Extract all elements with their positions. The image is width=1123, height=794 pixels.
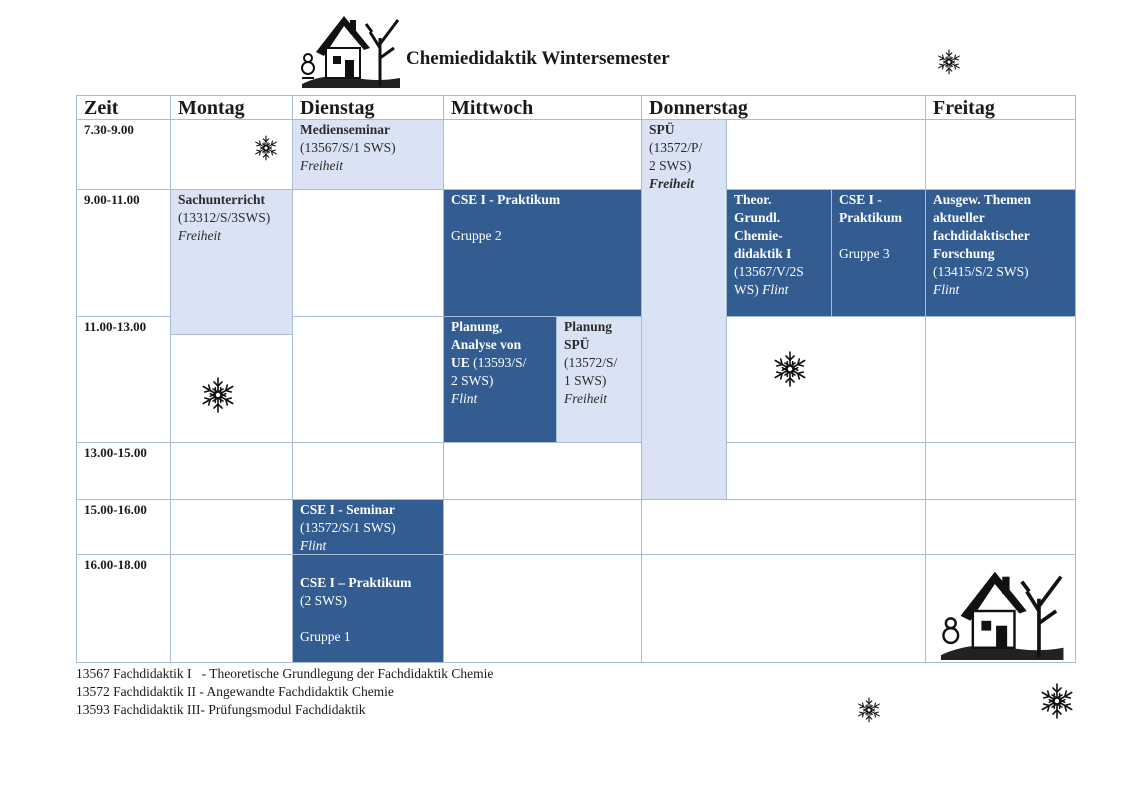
empty-cell — [926, 120, 1076, 190]
empty-cell — [444, 120, 642, 190]
column-header-mittwoch: Mittwoch — [444, 95, 642, 120]
course-text: Ausgew. Themen — [933, 192, 1032, 207]
empty-cell — [727, 443, 926, 500]
course-text: Flint — [300, 538, 327, 553]
course-text: Medienseminar — [300, 122, 390, 137]
course-text: (13593/S/ — [473, 355, 527, 370]
time-slot: 13.00-15.00 — [76, 443, 171, 500]
course-text: Chemie- — [734, 228, 783, 243]
empty-cell — [171, 555, 293, 663]
legend — [76, 665, 493, 719]
course-ausgewaehlte-themen — [926, 190, 1076, 317]
empty-cell — [171, 443, 293, 500]
empty-cell — [642, 500, 926, 555]
empty-cell — [926, 500, 1076, 555]
snowflake-icon — [198, 372, 238, 418]
course-text: aktueller — [933, 210, 985, 225]
course-text: Forschung — [933, 246, 995, 261]
course-text: 2 SWS) — [451, 373, 494, 388]
course-theor-grundlagen — [727, 190, 832, 317]
empty-cell — [926, 443, 1076, 500]
empty-cell — [171, 500, 293, 555]
empty-cell — [444, 500, 642, 555]
course-text: Freiheit — [300, 158, 343, 173]
course-cse-praktikum-gruppe-2 — [444, 190, 642, 317]
course-medienseminar — [293, 120, 444, 190]
winter-house-icon — [934, 562, 1068, 660]
column-header-donnerstag: Donnerstag — [642, 95, 926, 120]
time-slot: 11.00-13.00 — [76, 317, 171, 443]
course-spue — [642, 120, 727, 500]
course-cse-seminar — [293, 500, 444, 555]
course-text: Sachunterricht — [178, 192, 265, 207]
empty-cell — [293, 190, 444, 317]
course-sachunterricht — [171, 190, 293, 335]
empty-cell — [727, 120, 926, 190]
empty-cell — [926, 317, 1076, 443]
column-header-freitag: Freitag — [926, 95, 1076, 120]
snowflake-icon — [770, 346, 810, 392]
course-text: CSE I - — [839, 192, 882, 207]
empty-cell — [444, 555, 642, 663]
course-text: CSE I - Seminar — [300, 502, 395, 517]
course-text: 1 SWS) — [564, 373, 607, 388]
course-text: CSE I - Praktikum — [451, 192, 561, 207]
course-text: Planung, — [451, 319, 503, 334]
snowflake-icon — [855, 696, 883, 724]
course-text: CSE I – Praktikum — [300, 575, 412, 590]
course-text: Flint — [451, 391, 478, 406]
snowflake-icon — [252, 134, 280, 162]
course-text: WS) — [734, 282, 759, 297]
course-planung-spue — [557, 317, 642, 443]
course-text: fachdidaktischer — [933, 228, 1030, 243]
column-header-dienstag: Dienstag — [293, 95, 444, 120]
course-text: Flint — [762, 282, 789, 297]
course-text: (13567/S/1 SWS) — [300, 140, 396, 155]
course-text: (13415/S/2 SWS) — [933, 264, 1029, 279]
time-slot: 7.30-9.00 — [76, 120, 171, 190]
course-text: Freiheit — [178, 228, 221, 243]
empty-cell — [293, 443, 444, 500]
time-slot: 16.00-18.00 — [76, 555, 171, 663]
course-text: (13572/S/ — [564, 355, 618, 370]
course-text: SPÜ — [649, 122, 675, 137]
empty-cell — [727, 317, 926, 443]
course-text: 2 SWS) — [649, 158, 692, 173]
course-text: (2 SWS) — [300, 593, 347, 608]
column-header-montag: Montag — [171, 95, 293, 120]
course-text: Flint — [933, 282, 960, 297]
course-text: UE — [451, 355, 470, 370]
snowflake-icon — [1037, 678, 1077, 724]
course-text: (13572/P/ — [649, 140, 703, 155]
course-planung-analyse — [444, 317, 557, 443]
course-text: Gruppe 3 — [839, 246, 890, 261]
course-text: Freiheit — [564, 391, 607, 406]
course-text: (13572/S/1 SWS) — [300, 520, 396, 535]
legend-line: 13572 Fachdidaktik II - Angewandte Fachdidaktik Chemie — [76, 684, 394, 699]
course-text: (13312/S/3SWS) — [178, 210, 271, 225]
course-text: Analyse von — [451, 337, 522, 352]
course-text: Gruppe 1 — [300, 629, 351, 644]
course-text: Freiheit — [649, 176, 695, 191]
course-text: Grundl. — [734, 210, 781, 225]
column-header-zeit: Zeit — [76, 95, 171, 120]
legend-line: 13567 Fachdidaktik I - Theoretische Grundlegung der Fachdidaktik Chemie — [76, 666, 494, 681]
time-slot: 9.00-11.00 — [76, 190, 171, 317]
course-text: Planung — [564, 319, 613, 334]
course-cse-praktikum-gruppe-1 — [293, 555, 444, 663]
empty-cell — [642, 555, 926, 663]
course-text: SPÜ — [564, 337, 590, 352]
course-text: (13567/V/2S — [734, 264, 804, 279]
course-text: Praktikum — [839, 210, 903, 225]
course-text: Theor. — [734, 192, 772, 207]
course-text: Gruppe 2 — [451, 228, 502, 243]
course-text: didaktik I — [734, 246, 792, 261]
snowflake-icon — [935, 48, 963, 76]
page-title: Chemiedidaktik Wintersemester — [406, 48, 670, 69]
empty-cell — [444, 443, 642, 500]
course-cse-praktikum-gruppe-3 — [832, 190, 926, 317]
empty-cell — [293, 317, 444, 443]
time-slot: 15.00-16.00 — [76, 500, 171, 555]
legend-line: 13593 Fachdidaktik III- Prüfungsmodul Fachdidaktik — [76, 702, 366, 717]
